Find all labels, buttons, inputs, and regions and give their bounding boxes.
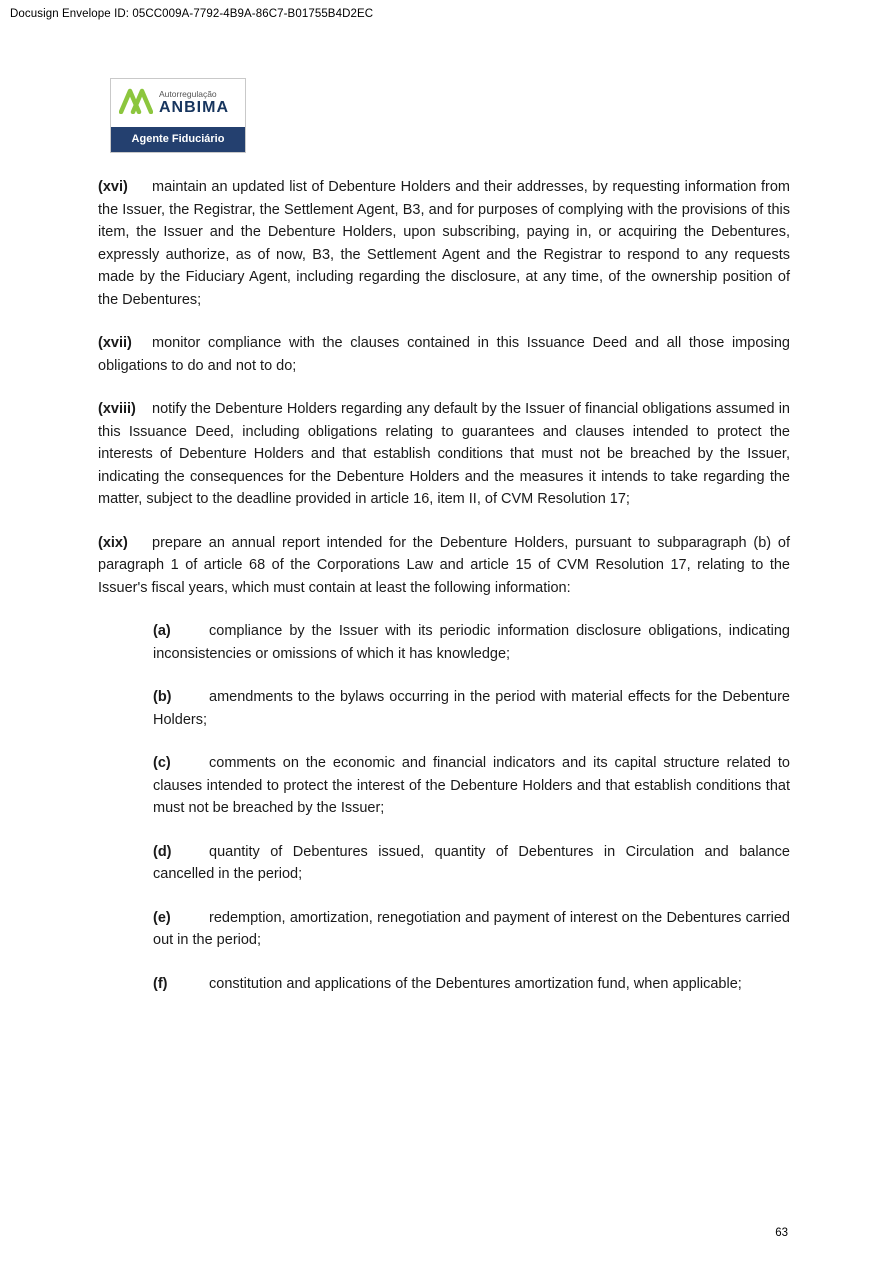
- subclause-label: (f): [153, 975, 168, 992]
- clause-text: prepare an annual report intended for the Debenture Holders, pursuant to subparagraph (b) of paragraph 1 of article 68 of the Corporations Law and article 15 of CVM Resolution 17, relating to the Issuer's fiscal years, which must contain at least the following information:: [98, 534, 790, 596]
- anbima-brand: ANBIMA: [159, 99, 229, 117]
- subclause-text: compliance by the Issuer with its periodic information disclosure obligations, indicating inconsistencies or omissions of which it has knowledge;: [153, 623, 790, 662]
- subclause-a: [153, 620, 790, 665]
- anbima-mark-icon: [119, 88, 153, 119]
- subclause-c: [153, 752, 790, 820]
- clause-label: (xvii): [98, 335, 132, 351]
- docusign-envelope-id: Docusign Envelope ID: 05CC009A-7792-4B9A-86C7-B01755B4D2EC: [10, 8, 374, 20]
- clause-label: (xvi): [98, 179, 128, 195]
- clause-xvi: [98, 176, 790, 311]
- clause-text: monitor compliance with the clauses contained in this Issuance Deed and all those imposing obligations to do and not to do;: [98, 335, 790, 374]
- subclause-label: (c): [153, 755, 171, 771]
- subclause-label: (d): [153, 843, 172, 860]
- subclause-f: [153, 973, 790, 996]
- clause-text: notify the Debenture Holders regarding any default by the Issuer of financial obligations assumed in this Issuance Deed, including obligations relating to guarantees and clauses intended to protect the interests of Debenture Holders and that establish conditions that must not be breached by the Issuer, indicating the consequences for the Debenture Holders and the measures it intends to take regarding the matter, subject to the deadline provided in article 16, item II, of CVM Resolution 17;: [98, 401, 790, 507]
- clause-text: maintain an updated list of Debenture Holders and their addresses, by requesting information from the Issuer, the Registrar, the Settlement Agent, B3, and for purposes of complying with the provisions of this item, the Issuer and the Debenture Holders, upon subscribing, paying in, or acquiring the Debentures, expressly authorize, as of now, B3, the Settlement Agent and the Registrar to respond to any requests made by the Fiduciary Agent, including regarding the disclosure, at any time, of the ownership position of the Debentures;: [98, 179, 790, 308]
- anbima-logo-texts: [159, 90, 229, 117]
- subclause-text: comments on the economic and financial indicators and its capital structure related to clauses intended to protect the interest of the Debenture Holders and that establish conditions that must not be breached by the Issuer;: [153, 755, 790, 816]
- subclause-text: constitution and applications of the Debentures amortization fund, when applicable;: [209, 975, 742, 992]
- clause-xvii: [98, 332, 790, 377]
- subclause-e: [153, 907, 790, 952]
- subclause-label: (b): [153, 689, 172, 705]
- clause-label: (xix): [98, 534, 128, 551]
- clause-xix: [98, 532, 790, 600]
- subclause-text: redemption, amortization, renegotiation and payment of interest on the Debentures carried out in the period;: [153, 909, 790, 948]
- subclause-text: amendments to the bylaws occurring in the period with material effects for the Debenture Holders;: [153, 689, 790, 728]
- subclause-d: [153, 841, 790, 886]
- anbima-logo: [110, 78, 246, 153]
- anbima-logo-top: [111, 79, 245, 127]
- subclause-label: (e): [153, 909, 171, 926]
- clause-xviii: [98, 398, 790, 511]
- document-body: [98, 176, 790, 1016]
- subclause-b: [153, 686, 790, 731]
- anbima-banner: Agente Fiduciário: [111, 127, 245, 152]
- clause-label: (xviii): [98, 401, 136, 417]
- anbima-top-label: Autorregulação: [159, 89, 217, 100]
- subclause-label: (a): [153, 623, 171, 639]
- subclause-text: quantity of Debentures issued, quantity of Debentures in Circulation and balance cancelled in the period;: [153, 843, 790, 882]
- page-number: 63: [775, 1227, 788, 1239]
